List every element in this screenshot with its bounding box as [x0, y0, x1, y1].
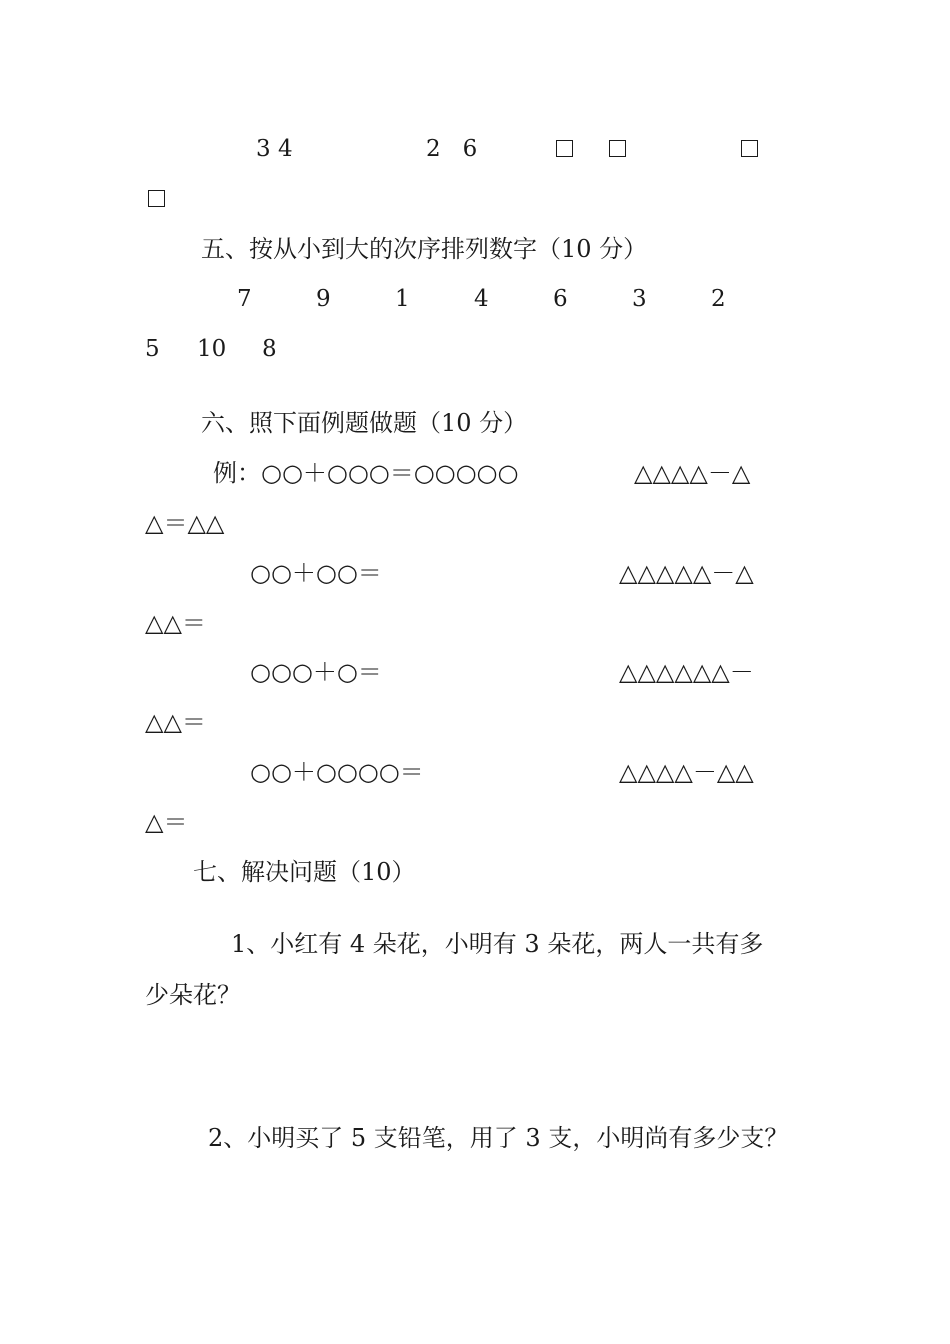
triangle-equation-wrap: △△＝: [145, 609, 206, 637]
number-item: 10: [197, 336, 227, 362]
triangle-equation: △△△△△－△: [619, 559, 754, 587]
triangle-equation-wrap: △△＝: [145, 708, 206, 736]
section-5-heading: 五、按从小到大的次序排列数字（10 分）: [201, 235, 648, 263]
triangle-equation: △△△△△△－: [619, 658, 754, 686]
number-item: 2: [711, 286, 726, 312]
question-1-wrap: 少朵花？: [145, 981, 241, 1009]
number-item: 5: [145, 336, 160, 362]
number-item: 8: [262, 336, 277, 362]
question-1: 1、小红有 4 朵花，小明有 3 朵花，两人一共有多: [231, 930, 764, 958]
section-7-heading: 七、解决问题（10）: [193, 858, 416, 886]
circle-equation: ○○＋○○○○＝: [250, 758, 424, 786]
number-item: 4: [474, 286, 489, 312]
example-circle-equation: 例：○○＋○○○＝○○○○○: [213, 459, 519, 487]
number-pair-26: 2 6: [426, 136, 478, 162]
answer-box[interactable]: [148, 190, 165, 207]
answer-box[interactable]: [556, 140, 573, 157]
number-item: 6: [553, 286, 568, 312]
triangle-equation: △△△△－△△: [619, 758, 754, 786]
answer-box[interactable]: [609, 140, 626, 157]
section-6-heading: 六、照下面例题做题（10 分）: [201, 409, 528, 437]
circle-equation: ○○＋○○＝: [250, 559, 382, 587]
number-item: 3: [632, 286, 647, 312]
example-triangle-equation-wrap: △＝△△: [145, 509, 225, 537]
number-item: 9: [316, 286, 331, 312]
example-triangle-equation: △△△△－△: [634, 459, 751, 487]
number-item: 1: [395, 286, 410, 312]
number-pair-34: 3 4: [256, 136, 293, 162]
circle-equation: ○○○＋○＝: [250, 658, 382, 686]
answer-box[interactable]: [741, 140, 758, 157]
question-2: 2、小明买了 5 支铅笔，用了 3 支，小明尚有多少支？: [208, 1124, 789, 1152]
triangle-equation-wrap: △＝: [145, 808, 188, 836]
number-item: 7: [237, 286, 252, 312]
